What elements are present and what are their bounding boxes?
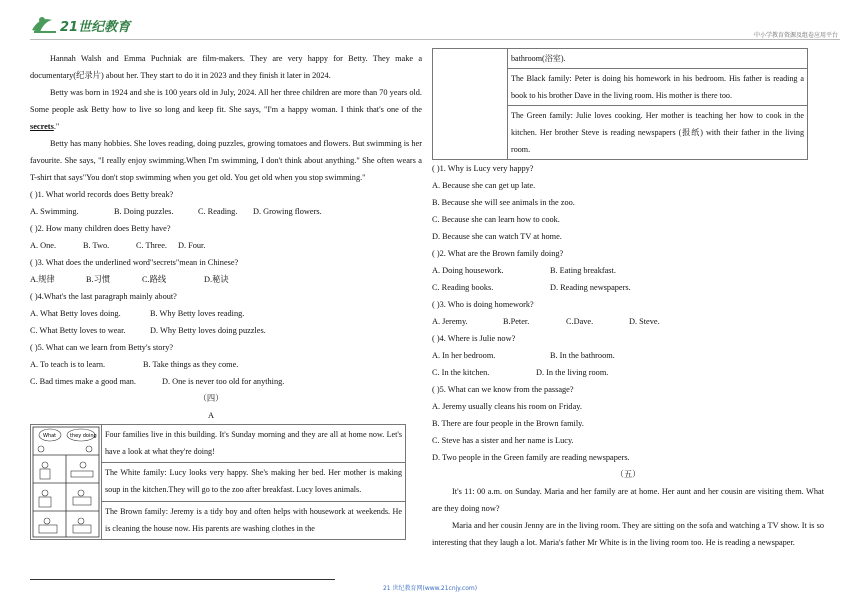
s4-question-3: ( )3. Who is doing homework? [432, 300, 534, 309]
option: A. Doing housework. [432, 266, 504, 275]
footer-divider [30, 579, 335, 580]
s4-question-2: ( )2. What are the Brown family doing? [432, 249, 564, 258]
question-3-options [30, 271, 422, 288]
option: A. Jeremy. [432, 317, 468, 326]
header-divider [30, 39, 840, 40]
option: A. To teach is to learn. [30, 360, 106, 369]
option: A.规律 [30, 275, 55, 284]
s4-question-3-options [432, 313, 824, 330]
option: A. One. [30, 241, 57, 250]
section5-heading: （五） [615, 470, 641, 479]
table-empty-cell [433, 49, 508, 160]
option: B. In the bathroom. [550, 351, 615, 360]
s4-question-2-options-b [432, 279, 824, 296]
option: A. Swimming. [30, 207, 79, 216]
option: C. Steve has a sister and her name is Lucy. [432, 436, 574, 445]
right-column [432, 48, 824, 551]
option: A. What Betty loves doing. [30, 309, 121, 318]
table-cell-intro: Four families live in this building. It's Sunday morning and they are all at home now. Let's have a look at what they're doing! [102, 425, 406, 463]
family-building-icon [31, 425, 101, 539]
option: D. Why Betty loves doing puzzles. [150, 326, 266, 335]
table-cell-black-family: The Black family: Peter is doing his homework in his bedroom. His father is reading a book to his brother Dave in the living room. His mother is there too. [508, 69, 808, 106]
option: B.习惯 [86, 275, 111, 284]
option: D. Growing flowers. [253, 207, 322, 216]
question-2-options [30, 237, 422, 254]
section4-table-bottom [432, 48, 808, 160]
section5-para-1: It's 11: 00 a.m. on Sunday. Maria and her family are at home. Her aunt and her cousin are visiting them. What are they doing now? [432, 487, 824, 513]
question-5: ( )5. What can we learn from Betty's story? [30, 343, 174, 352]
s4-question-4-options-a [432, 347, 824, 364]
svg-text:they doing: they doing [70, 433, 97, 439]
passage3-para-3: Betty has many hobbies. She loves reading, doing puzzles, growing tomatoes and flowers. But swimming is her favourite. She says, "I really enjoy swimming.When I'm swimming, I don't think about anything." She often wears a T-shirt that says"You don't stop swimming when you get old. You get old when you stop swimming." [30, 139, 422, 182]
option: D. Two people in the Green family are reading newspapers. [432, 453, 630, 462]
option: D. Because she can watch TV at home. [432, 232, 562, 241]
section4-sub: A [208, 411, 214, 420]
footer-link[interactable]: 21 世纪教育网(www.21cnjy.com) [382, 585, 478, 592]
option: C. Bad times make a good man. [30, 377, 136, 386]
option: B. Doing puzzles. [114, 207, 174, 216]
option: C. What Betty loves to wear. [30, 326, 126, 335]
option: D. One is never too old for anything. [162, 377, 285, 386]
option: B. Why Betty loves reading. [150, 309, 245, 318]
logo-text: 21世纪教育 [60, 20, 131, 35]
question-5-options-b [30, 373, 422, 390]
passage3-para-1: Hannah Walsh and Emma Puchniak are film-makers. They are very happy for Betty. They make a documentary(纪录片) about her. They start to do it in 2023 and they finish it later in 2024. [30, 54, 422, 80]
option: D. Four. [178, 241, 206, 250]
option: D.秘诀 [204, 275, 229, 284]
table-cell-brown-family-cont: bathroom(浴室). [508, 49, 808, 69]
option: D. Reading newspapers. [550, 283, 631, 292]
option: C. Reading. [198, 207, 238, 216]
option: C.路线 [142, 275, 167, 284]
option: A. Jeremy usually cleans his room on Friday. [432, 402, 582, 411]
table-cell-brown-family: The Brown family: Jeremy is a tidy boy and often helps with housework at weekends. He is cleaning the house now. His parents are washing clothes in the [102, 501, 406, 539]
option: C.Dave. [566, 317, 594, 326]
option: C. Three. [136, 241, 167, 250]
s4-question-2-options-a [432, 262, 824, 279]
section4-heading: （四） [198, 394, 224, 403]
option: B.Peter. [503, 317, 530, 326]
left-column [30, 50, 422, 540]
question-4-options-a [30, 305, 422, 322]
site-logo [30, 12, 140, 38]
option: B. Two. [83, 241, 110, 250]
logo-mark-icon [30, 12, 140, 38]
passage3-para-2: Betty was born in 1924 and she is 100 years old in July, 2024. All her three children are more than 70 years old. Some people ask Betty how to live so long and keep fit. She says, "I'm a happy woman. I think that's one of the secrets." [30, 88, 422, 131]
option: B. Take things as they come. [143, 360, 239, 369]
option: C. Reading books. [432, 283, 494, 292]
question-2: ( )2. How many children does Betty have? [30, 224, 171, 233]
option: D. Steve. [629, 317, 660, 326]
question-3: ( )3. What does the underlined word"secrets"mean in Chinese? [30, 258, 239, 267]
option: C. Because she can learn how to cook. [432, 215, 560, 224]
s4-question-4-options-b [432, 364, 824, 381]
question-4: ( )4.What's the last paragraph mainly about? [30, 292, 177, 301]
question-1: ( )1. What world records does Betty break? [30, 190, 174, 199]
building-picture [31, 425, 102, 540]
s4-question-1: ( )1. Why is Lucy very happy? [432, 164, 534, 173]
option: B. There are four people in the Brown family. [432, 419, 584, 428]
question-1-options [30, 203, 422, 220]
header-right-text: 中小学教育资源及组卷应用平台 [753, 32, 838, 39]
option: D. In the living room. [536, 368, 609, 377]
table-cell-white-family: The White family: Lucy looks very happy. She's making her bed. Her mother is making soup in the kitchen.They will go to the zoo after breakfast. Lucy loves animals. [102, 463, 406, 501]
section5-para-2: Maria and her cousin Jenny are in the living room. They are sitting on the sofa and watching a TV show. It is so interesting that they laugh a lot. Maria's father Mr White is in the living room too. He is reading a newspaper. [432, 521, 824, 547]
question-4-options-b [30, 322, 422, 339]
table-cell-green-family: The Green family: Julie loves cooking. Her mother is teaching her how to cook in the kitchen. Her brother Steve is reading newspapers (报纸) with their father in the living room. [508, 106, 808, 160]
option: A. Because she can get up late. [432, 181, 536, 190]
option: A. In her bedroom. [432, 351, 496, 360]
option: B. Eating breakfast. [550, 266, 616, 275]
section4-table-top [30, 424, 406, 540]
s4-question-5: ( )5. What can we know from the passage? [432, 385, 574, 394]
question-5-options-a [30, 356, 422, 373]
s4-question-4: ( )4. Where is Julie now? [432, 334, 516, 343]
underlined-word: secrets [30, 122, 54, 131]
option: B. Because she will see animals in the zoo. [432, 198, 575, 207]
option: C. In the kitchen. [432, 368, 490, 377]
svg-text:What: What [43, 433, 57, 439]
